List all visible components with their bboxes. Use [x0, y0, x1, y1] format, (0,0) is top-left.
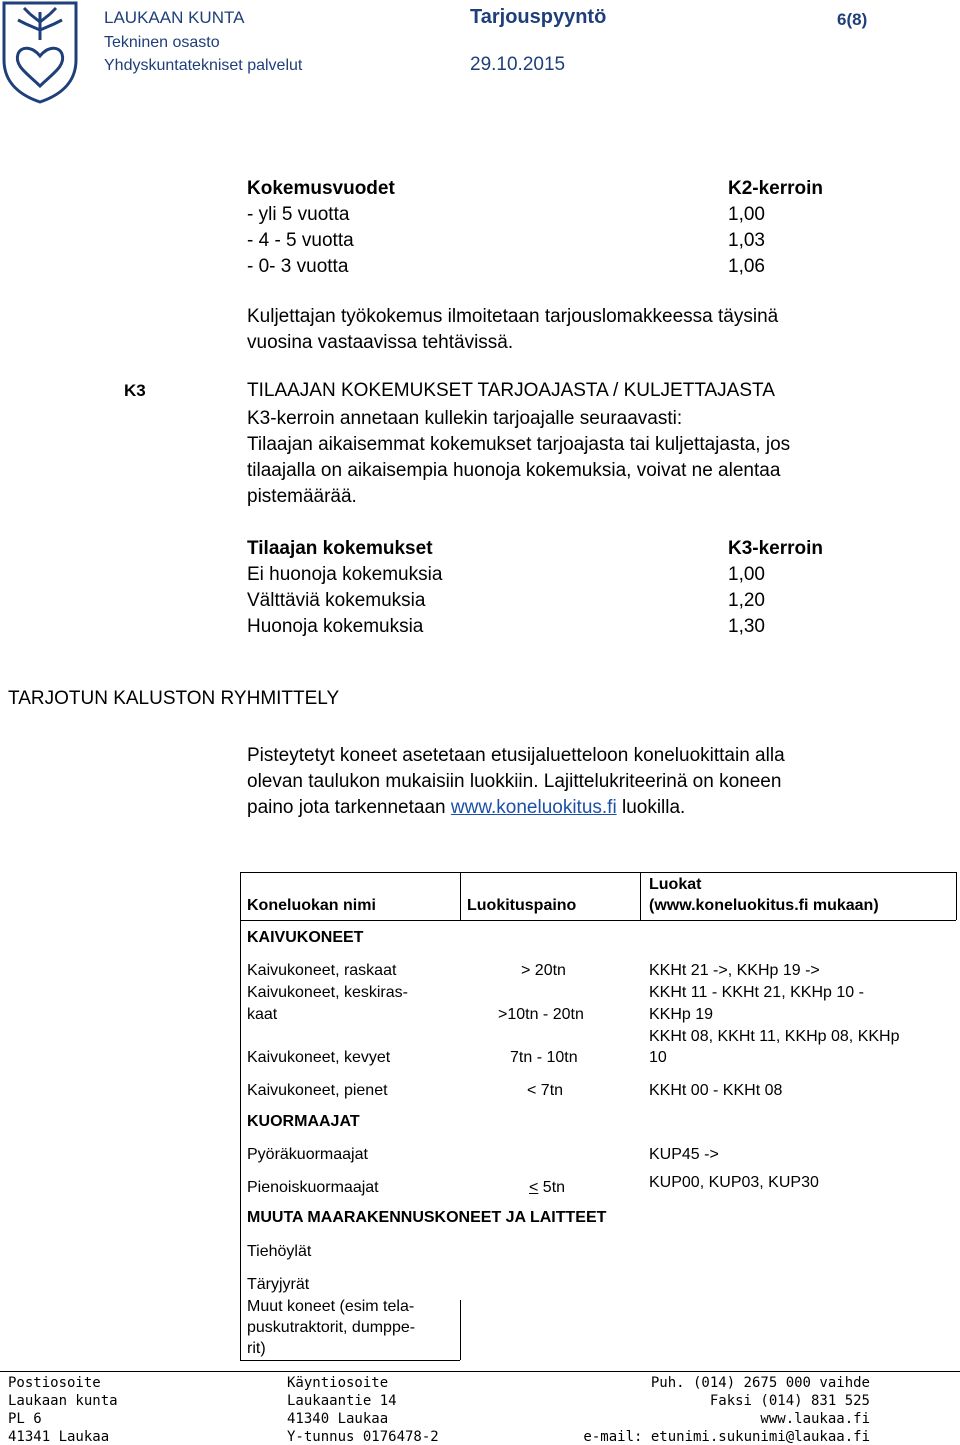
less-than-sign: < — [529, 1179, 539, 1196]
k2-row-value: 1,03 — [728, 230, 765, 251]
footer-divider — [0, 1371, 960, 1372]
table-row-classes: KKHt 00 - KKHt 08 — [649, 1082, 783, 1099]
table-row-name: kaat — [247, 1006, 278, 1023]
k3-text-line: Tilaajan aikaisemmat kokemukset tarjoajasta tai kuljettajasta, jos — [247, 434, 791, 455]
department-name: Tekninen osasto — [104, 34, 220, 51]
table-row-weight: 7tn - 10tn — [510, 1049, 578, 1066]
footer-postal-label: Postiosoite — [8, 1375, 101, 1391]
table-row-name: Kaivukoneet, raskaat — [247, 962, 397, 979]
unit-name: Yhdyskuntatekniset palvelut — [104, 57, 303, 74]
k2-row-value: 1,00 — [728, 204, 765, 225]
table-row-classes: KKHt 08, KKHt 11, KKHp 08, KKHp — [649, 1028, 900, 1045]
col-head-classes: Luokat — [649, 876, 702, 893]
grouping-text-pre: paino jota tarkennetaan — [247, 797, 451, 818]
k3-row-value: 1,00 — [728, 564, 765, 585]
k3-text-line: tilaajalla on aikaisempia huonoja kokemuksia, voivat ne alentaa — [247, 460, 781, 481]
document-type: Tarjouspyyntö — [470, 6, 607, 28]
k3-row-label: Ei huonoja kokemuksia — [247, 564, 443, 585]
table-row-classes: KKHt 21 ->, KKHp 19 -> — [649, 962, 820, 979]
municipal-crest-logo — [0, 0, 80, 104]
k2-note: Kuljettajan työkokemus ilmoitetaan tarjouslomakkeessa täysinä — [247, 306, 779, 327]
table-row-classes: KUP00, KUP03, KUP30 — [649, 1174, 819, 1191]
k2-row-value: 1,06 — [728, 256, 765, 277]
section-other: MUUTA MAARAKENNUSKONEET JA LAITTEET — [247, 1209, 607, 1226]
footer-postal-line: 41341 Laukaa — [8, 1429, 110, 1445]
table-row-name: Täryjyrät — [247, 1276, 310, 1293]
footer-email[interactable]: e-mail: etunimi.sukunimi@laukaa.fi — [583, 1429, 870, 1445]
k3-row-value: 1,30 — [728, 616, 765, 637]
section-excavators: KAIVUKONEET — [247, 929, 364, 946]
grouping-text-post: luokilla. — [616, 797, 686, 818]
table-row-classes: 10 — [649, 1049, 667, 1066]
table-row-name: Muut koneet (esim tela- — [247, 1298, 415, 1315]
table-row-weight — [529, 1178, 565, 1197]
table-row-name: Kaivukoneet, pienet — [247, 1082, 388, 1099]
footer-fax: Faksi (014) 831 525 — [709, 1393, 870, 1409]
k2-row-label: - yli 5 vuotta — [247, 204, 350, 225]
table-row-classes: KKHt 11 - KKHt 21, KKHp 10 - — [649, 984, 864, 1001]
table-row-name: puskutraktorit, dumppe- — [247, 1319, 416, 1336]
footer-business-id: Y-tunnus 0176478-2 — [287, 1429, 439, 1445]
section-loaders: KUORMAAJAT — [247, 1113, 360, 1130]
weight-value: 5tn — [538, 1179, 566, 1196]
table-row-name: Kaivukoneet, kevyet — [247, 1049, 391, 1066]
grouping-text-line: olevan taulukon mukaisiin luokkiin. Lajittelukriteerinä on koneen — [247, 771, 782, 792]
koneluokitus-link[interactable]: www.koneluokitus.fi — [450, 797, 617, 818]
document-date: 29.10.2015 — [470, 54, 566, 75]
k3-code: K3 — [124, 381, 146, 400]
col-head-weight: Luokituspaino — [467, 897, 577, 914]
table-row-name: rit) — [247, 1340, 266, 1357]
k2-head-right: K2-kerroin — [728, 178, 824, 199]
table-row-name: Kaivukoneet, keskiras- — [247, 984, 408, 1001]
table-row-weight: > 20tn — [521, 962, 566, 979]
footer-postal-line: PL 6 — [8, 1411, 42, 1427]
footer-website[interactable]: www.laukaa.fi — [760, 1411, 870, 1427]
col-head-classes: (www.koneluokitus.fi mukaan) — [649, 897, 879, 914]
k3-text-line: pistemäärää. — [247, 486, 357, 507]
page-number: 6(8) — [837, 10, 868, 29]
footer-postal-line: Laukaan kunta — [8, 1393, 118, 1409]
table-row-name: Pienoiskuormaajat — [247, 1179, 379, 1196]
grouping-text-line: Pisteytetyt koneet asetetaan etusijaluetteloon koneluokittain alla — [247, 745, 785, 766]
footer-visit-line: 41340 Laukaa — [287, 1411, 389, 1427]
k3-row-label: Välttäviä kokemuksia — [247, 590, 426, 611]
k2-row-label: - 4 - 5 vuotta — [247, 230, 354, 251]
k3-row-value: 1,20 — [728, 590, 765, 611]
table-row-classes: KKHp 19 — [649, 1006, 714, 1023]
k3-text-line: K3-kerroin annetaan kullekin tarjoajalle seuraavasti: — [247, 408, 683, 429]
section-title: TARJOTUN KALUSTON RYHMITTELY — [8, 688, 340, 709]
k2-note: vuosina vastaavissa tehtävissä. — [247, 332, 514, 353]
table-row-name: Pyöräkuormaajat — [247, 1146, 368, 1163]
table-row-name: Tiehöylät — [247, 1243, 312, 1260]
table-row-weight: >10tn - 20tn — [498, 1006, 584, 1023]
k2-head-left: Kokemusvuodet — [247, 178, 395, 199]
k3-head-left: Tilaajan kokemukset — [247, 538, 433, 559]
footer-visit-line: Laukaantie 14 — [287, 1393, 397, 1409]
table-row-classes: KUP45 -> — [649, 1146, 719, 1163]
footer-visit-label: Käyntiosoite — [287, 1375, 389, 1391]
k2-row-label: - 0- 3 vuotta — [247, 256, 349, 277]
table-row-weight: < 7tn — [527, 1082, 564, 1099]
k3-row-label: Huonoja kokemuksia — [247, 616, 424, 637]
footer-phone: Puh. (014) 2675 000 vaihde — [650, 1375, 870, 1391]
col-head-name: Koneluokan nimi — [247, 897, 376, 914]
k3-title: TILAAJAN KOKEMUKSET TARJOAJASTA / KULJETTAJASTA — [247, 380, 775, 401]
k3-head-right: K3-kerroin — [728, 538, 824, 559]
grouping-text-line — [247, 797, 685, 819]
org-name: LAUKAAN KUNTA — [104, 8, 245, 27]
